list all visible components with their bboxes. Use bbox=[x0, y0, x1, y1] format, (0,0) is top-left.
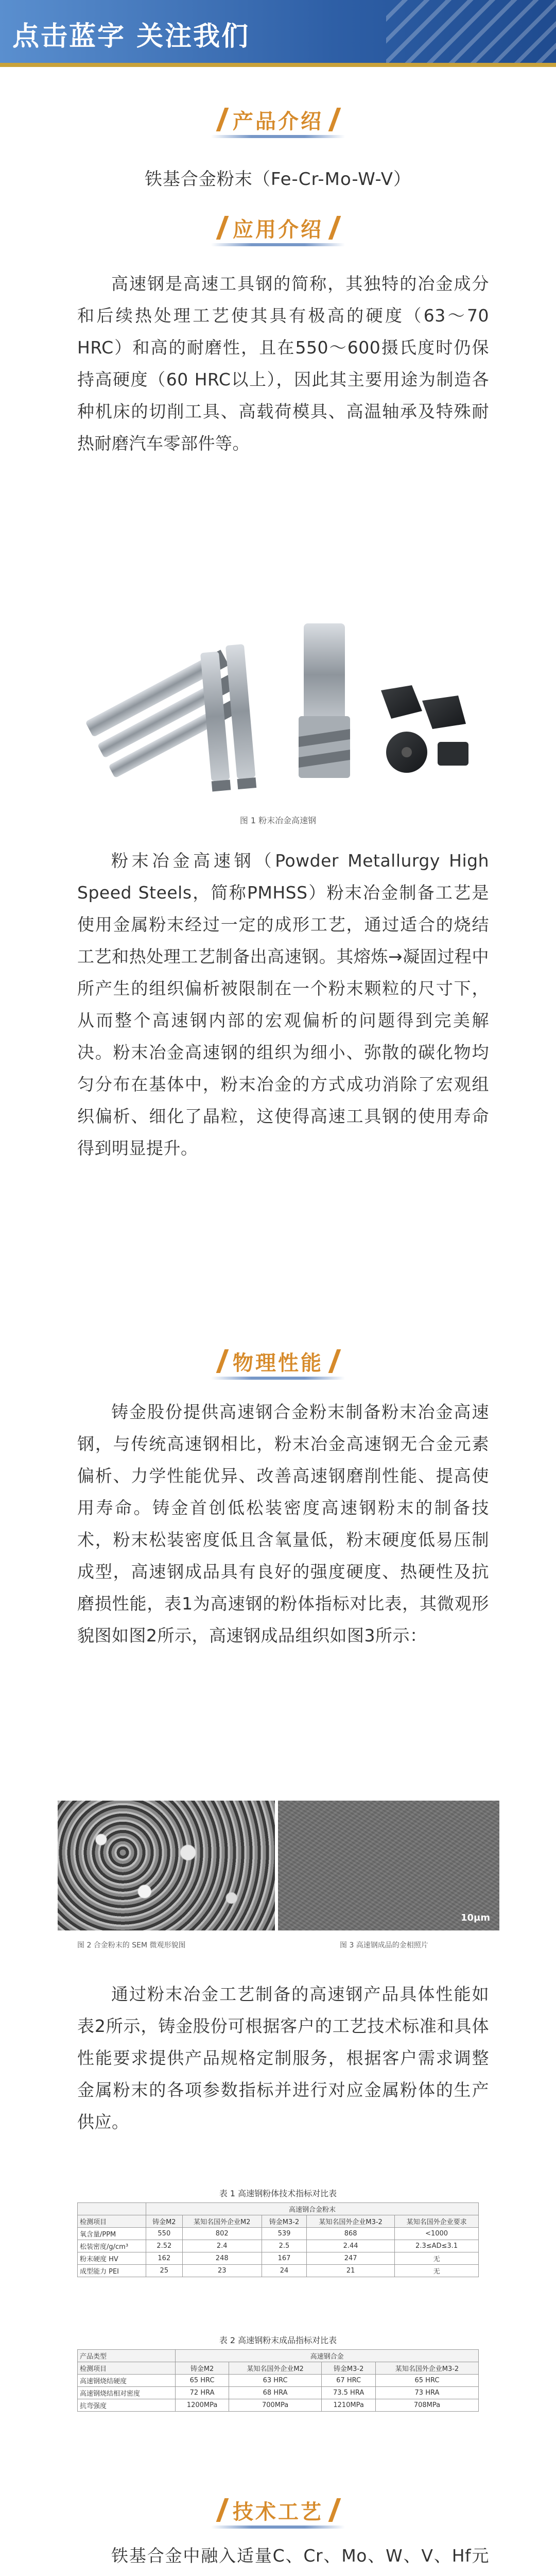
table2-title: 表 2 高速钢粉末成品指标对比表 bbox=[219, 2335, 337, 2345]
tools-illustration bbox=[77, 613, 479, 809]
slash-icon bbox=[215, 2498, 229, 2522]
slash-icon bbox=[327, 1349, 341, 1373]
slash-icon bbox=[327, 108, 341, 131]
slash-icon bbox=[327, 216, 341, 240]
table-row: 产品类型 高速钢合金 bbox=[78, 2350, 479, 2362]
table-row: 粉末硬度 HV 162 248 167 247 无 bbox=[78, 2252, 479, 2265]
caption-fig3: 图 3 高速钢成品的金相照片 bbox=[340, 1941, 428, 1950]
banner-stripes bbox=[386, 0, 556, 67]
follow-us-title[interactable]: 点击蓝字 关注我们 bbox=[12, 21, 250, 52]
metallograph-image bbox=[278, 1801, 499, 1930]
header-banner[interactable] bbox=[0, 0, 556, 67]
table1-title: 表 1 高速钢粉体技术指标对比表 bbox=[219, 2189, 337, 2198]
table-product-specs bbox=[77, 2349, 479, 2412]
sem-powder-image bbox=[58, 1801, 275, 1930]
table-row: 成型能力 PEI 25 23 24 21 无 bbox=[78, 2265, 479, 2277]
caption-fig1: 图 1 粉末冶金高速钢 bbox=[239, 816, 317, 825]
slash-icon bbox=[215, 1349, 229, 1373]
table-row: 检测项目 铸金M2 某知名国外企业M2 铸金M3-2 某知名国外企业M3-2 bbox=[78, 2362, 479, 2375]
slash-icon bbox=[327, 2498, 341, 2522]
section-heading-tech: 技术工艺 bbox=[0, 2494, 556, 2527]
table-row: 检测项目 铸金M2 某知名国外企业M2 铸金M3-2 某知名国外企业M3-2 某知名国外企业要求 bbox=[78, 2215, 479, 2228]
paragraph-physical-2: 通过粉末冶金工艺制备的高速钢产品具体性能如表2所示，铸金股份可根据客户的工艺技术标准和具体性能要求提供产品规格定制服务，根据客户需求调整金属粉末的各项参数指标并进行对应金属粉体的生产供应。 bbox=[77, 1984, 489, 2132]
table-row: 高速钢烧结硬度 65 HRC 63 HRC 67 HRC 65 HRC bbox=[78, 2375, 479, 2387]
table-row: 松装密度/g/cm³ 2.52 2.4 2.5 2.44 2.3≤AD≤3.1 bbox=[78, 2240, 479, 2252]
pm-hss-tools-photo bbox=[77, 613, 479, 809]
section-heading-application: 应用介绍 bbox=[0, 211, 556, 244]
table-row: 高速钢烧结相对密度 72 HRA 68 HRA 73.5 HRA 73 HRA bbox=[78, 2387, 479, 2399]
paragraph-physical-1: 铸金股份提供高速钢合金粉末制备粉末冶金高速钢，与传统高速钢相比，粉末冶金高速钢无合金元素偏析、力学性能优异、改善高速钢磨削性能、提高使用寿命。铸金首创低松装密度高速钢粉末的制备技术，粉末松装密度低且含氧量低，粉末硬度低易压制成型，高速钢成品具有良好的强度硬度、热硬性及抗磨损性能，表1为高速钢的粉体指标对比表，其微观形貌图如图2所示，高速钢成品组织如图3所示： bbox=[77, 1402, 489, 1646]
paragraph-application: 高速钢是高速工具钢的简称，其独特的冶金成分和后续热处理工艺使其具有极高的硬度（63～70 HRC）和高的耐磨性，且在550～600摄氏度时仍保持高硬度（60 HRC以上），因此其主要用途为制造各种机床的切削工具、高载荷模具、高温轴承及特殊耐热耐磨汽车零部件等。 bbox=[77, 274, 489, 453]
table-row: 抗弯强度 1200MPa 700MPa 1210MPa 708MPa bbox=[78, 2399, 479, 2412]
section-heading-intro: 产品介绍 bbox=[0, 103, 556, 136]
table-powder-specs bbox=[77, 2202, 479, 2277]
table-row: 氧含量/PPM 550 802 539 868 <1000 bbox=[78, 2228, 479, 2240]
table1-group-header: 高速钢合金粉末 bbox=[146, 2203, 479, 2215]
caption-fig2: 图 2 合金粉末的 SEM 微观形貌图 bbox=[77, 1941, 186, 1950]
banner-divider bbox=[0, 63, 556, 67]
table2-group-header: 高速钢合金 bbox=[176, 2350, 479, 2362]
slash-icon bbox=[215, 108, 229, 131]
slash-icon bbox=[215, 216, 229, 240]
section-heading-physical: 物理性能 bbox=[0, 1345, 556, 1378]
paragraph-pmhss: 粉末冶金高速钢（Powder Metallurgy High Speed Steels，简称PMHSS）粉末冶金制备工艺是使用金属粉末经过一定的成形工艺，通过适合的烧结工艺和热处理工艺制备出高速钢。其熔炼→凝固过程中所产生的组织偏析被限制在一个粉末颗粒的尺寸下，从而整个高速钢内部的宏观偏析的问题得到完美解决。粉末冶金高速钢的组织为细小、弥散的碳化物均匀分布在基体中，粉末冶金的方式成功消除了宏观组织偏析、细化了晶粒，这使得高速工具钢的使用寿命得到明显提升。 bbox=[77, 851, 489, 1158]
product-name: 铁基合金粉末（Fe-Cr-Mo-W-V） bbox=[144, 169, 412, 190]
scale-bar-label: 10μm bbox=[460, 1912, 490, 1923]
paragraph-tech: 铁基合金中融入适量C、Cr、Mo、W、V、Hf元 bbox=[111, 2546, 489, 2566]
